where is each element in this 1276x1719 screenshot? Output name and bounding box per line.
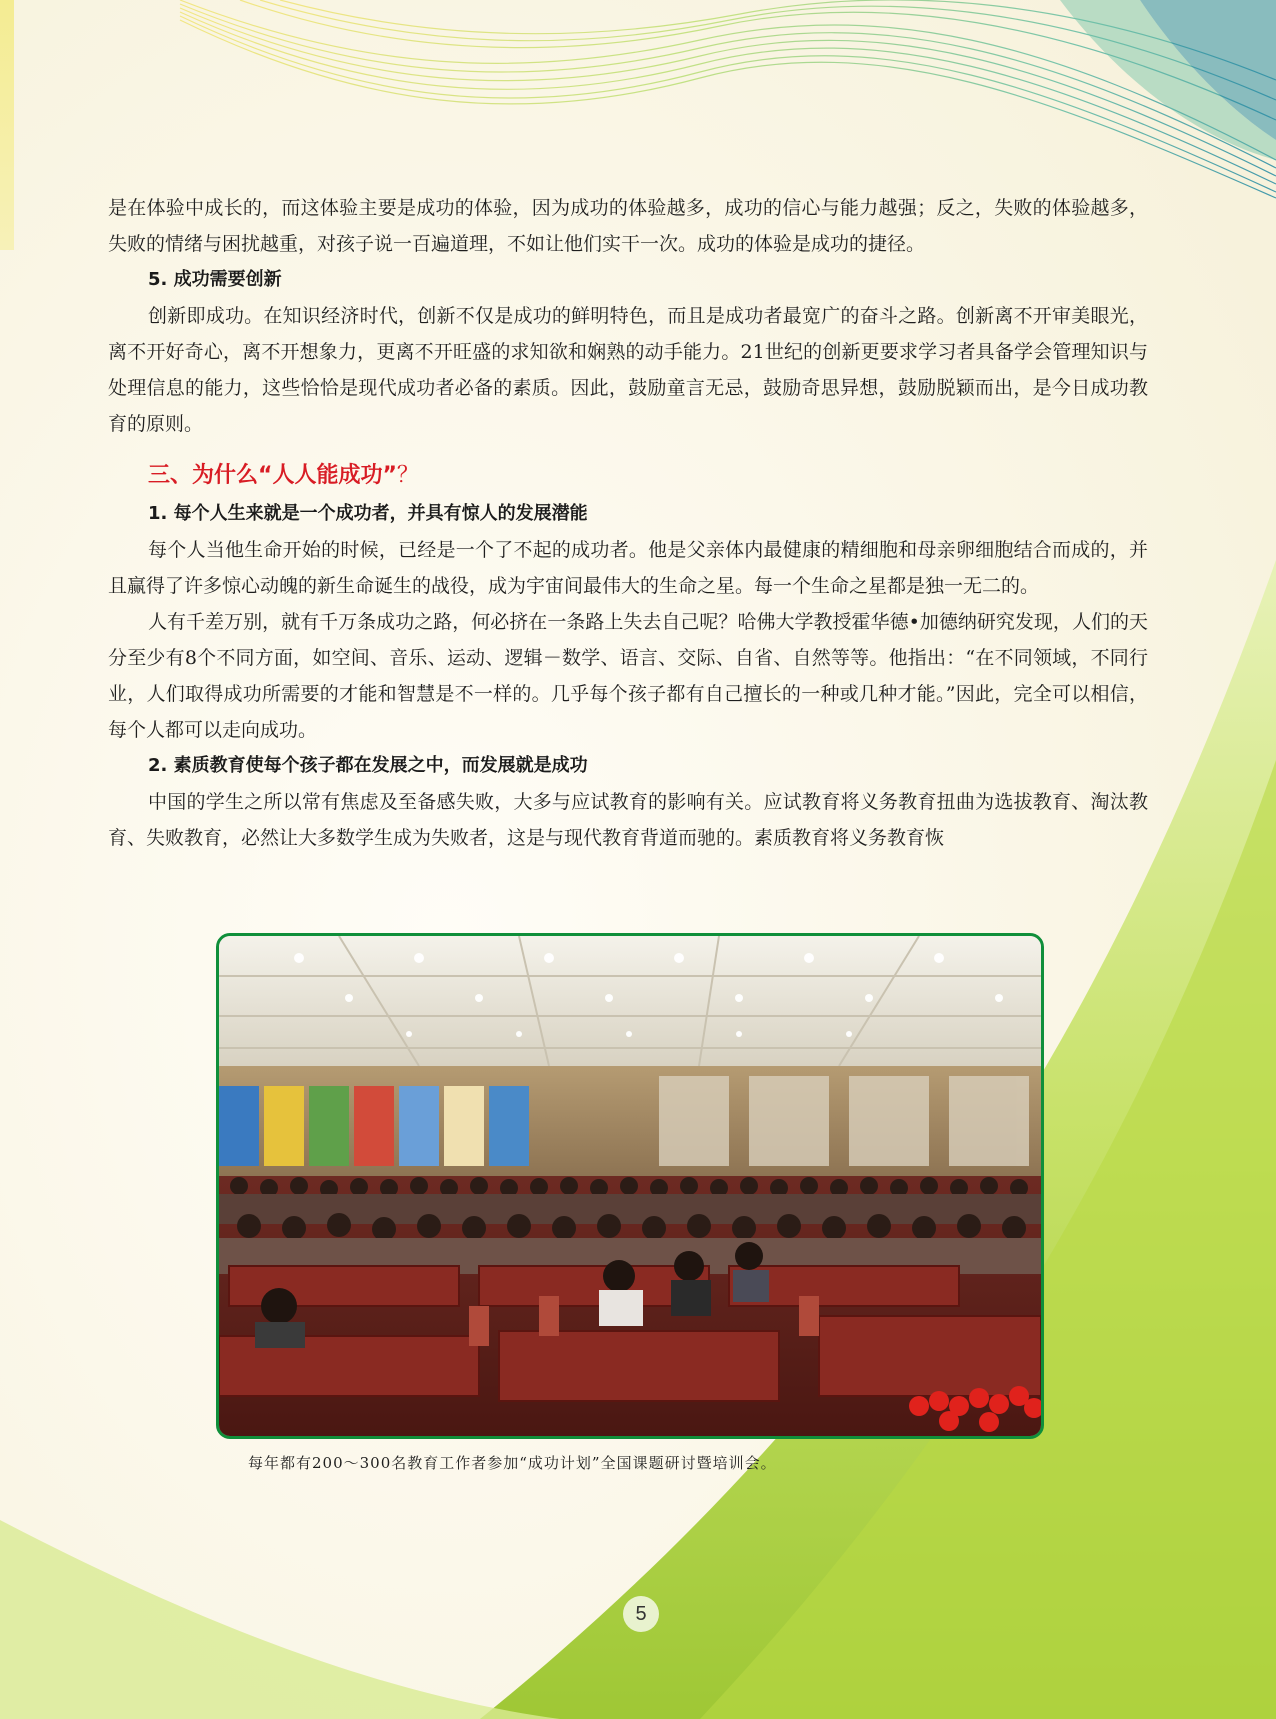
conference-photo bbox=[216, 933, 1044, 1439]
paragraph-many-paths: 人有千差万别，就有千万条成功之路，何必挤在一条路上失去自己呢？哈佛大学教授霍华德•加德纳研究发现，人们的天分至少有8个不同方面，如空间、音乐、运动、逻辑－数学、语言、交际、自省、自然等等。他指出：“在不同领域，不同行业，人们取得成功所需要的才能和智慧是不一样的。几乎每个孩子都有自己擅长的一种或几种才能。”因此，完全可以相信，每个人都可以走向成功。 bbox=[108, 611, 1148, 741]
section-heading-3 bbox=[108, 456, 1148, 496]
article-body bbox=[108, 190, 1148, 856]
left-color-strip bbox=[0, 0, 14, 250]
conference-hall-illustration bbox=[219, 936, 1041, 1436]
subheading-5: 5. 成功需要创新 bbox=[148, 269, 282, 290]
paragraph-quality-education: 中国的学生之所以常有焦虑及至备感失败，大多与应试教育的影响有关。应试教育将义务教育扭曲为选拔教育、淘汰教育、失败教育，必然让大多数学生成为失败者，这是与现代教育背道而驰的。素质教育将义务教育恢 bbox=[108, 791, 1148, 849]
section-heading-3-text: 三、为什么“人人能成功” bbox=[148, 463, 397, 488]
paragraph-innovation: 创新即成功。在知识经济时代，创新不仅是成功的鲜明特色，而且是成功者最宽广的奋斗之路。创新离不开审美眼光，离不开好奇心，离不开想象力，更离不开旺盛的求知欲和娴熟的动手能力。21世纪的创新更要求学习者具备学会管理知识与处理信息的能力，这些恰恰是现代成功者必备的素质。因此，鼓励童言无忌，鼓励奇思异想，鼓励脱颖而出，是今日成功教育的原则。 bbox=[108, 305, 1148, 435]
subheading-2: 2. 素质教育使每个孩子都在发展之中，而发展就是成功 bbox=[148, 755, 588, 776]
photo-caption: 每年都有200～300名教育工作者参加“成功计划”全国课题研讨暨培训会。 bbox=[248, 1454, 777, 1472]
subheading-1: 1. 每个人生来就是一个成功者，并具有惊人的发展潜能 bbox=[148, 503, 588, 524]
paragraph-intro: 是在体验中成长的，而这体验主要是成功的体验，因为成功的体验越多，成功的信心与能力越强；反之，失败的体验越多，失败的情绪与困扰越重，对孩子说一百遍道理，不如让他们实干一次。成功的体验是成功的捷径。 bbox=[108, 197, 1148, 255]
page-number: 5 bbox=[623, 1596, 659, 1632]
paragraph-born-success: 每个人当他生命开始的时候，已经是一个了不起的成功者。他是父亲体内最健康的精细胞和母亲卵细胞结合而成的，并且赢得了许多惊心动魄的新生命诞生的战役，成为宇宙间最伟大的生命之星。每一个生命之星都是独一无二的。 bbox=[108, 539, 1148, 597]
section-heading-3-qmark: ？ bbox=[396, 463, 419, 488]
